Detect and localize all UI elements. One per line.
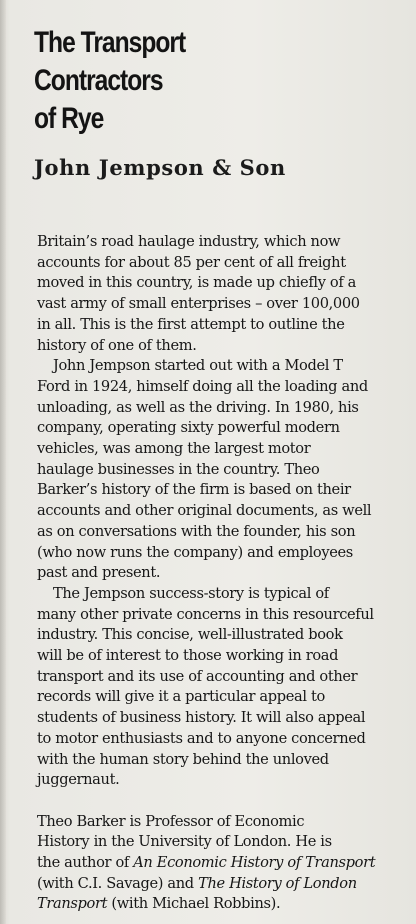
book-title-reference: An Economic History of Transport <box>133 854 376 872</box>
blurb-paragraph <box>37 232 409 356</box>
blurb-paragraph <box>37 356 409 584</box>
text-line: to motor enthusiasts and to anyone concerned <box>37 729 366 747</box>
text-line: juggernaut. <box>37 771 120 789</box>
text-line: moved in this country, is made up chiefly of a <box>37 274 357 292</box>
text-line: industry. This concise, well-illustrated book <box>37 626 343 644</box>
page-edge <box>0 0 6 924</box>
text-line: vast army of small enterprises – over 100,000 <box>37 295 360 313</box>
bio-line <box>37 894 409 915</box>
text-line: Barker’s history of the firm is based on their <box>37 481 351 499</box>
title-line: of Rye <box>34 102 104 135</box>
text-line: many other private concerns in this resourceful <box>37 605 374 623</box>
text-line: The Jempson success-story is typical of <box>53 584 329 602</box>
blurb-text <box>37 232 409 915</box>
book-title-reference: Transport <box>37 895 108 913</box>
bio-text: the author of <box>37 854 134 872</box>
text-line: with the human story behind the unloved <box>37 750 329 768</box>
text-line: haulage businesses in the country. Theo <box>37 460 320 478</box>
text-line: Ford in 1924, himself doing all the loading and <box>37 377 368 395</box>
text-line: John Jempson started out with a Model T <box>53 357 343 375</box>
book-title-reference: The History of London <box>198 874 357 892</box>
text-line: transport and its use of accounting and other <box>37 667 358 685</box>
text-line: will be of interest to those working in road <box>37 647 339 665</box>
text-line: history of one of them. <box>37 336 197 354</box>
title-line: The Transport <box>34 26 186 59</box>
bio-line: History in the University of London. He is <box>37 833 332 851</box>
text-line: in all. This is the first attempt to outline the <box>37 315 345 333</box>
text-line: past and present. <box>37 564 161 582</box>
blurb-paragraph <box>37 584 409 791</box>
text-line: unloading, as well as the driving. In 1980, his <box>37 398 359 416</box>
text-line: accounts for about 85 per cent of all freight <box>37 253 346 271</box>
bio-text: (with Michael Robbins). <box>107 895 281 913</box>
bio-line: Theo Barker is Professor of Economic <box>37 812 305 830</box>
blurb-paragraphs <box>37 232 409 791</box>
bio-text: (with C.I. Savage) and <box>37 874 199 892</box>
book-subtitle: John Jempson & Son <box>34 155 286 180</box>
text-line: students of business history. It will also appeal <box>37 709 366 727</box>
text-line: as on conversations with the founder, his son <box>37 522 356 540</box>
bio-line <box>37 853 409 874</box>
text-line: accounts and other original documents, as well <box>37 502 372 520</box>
text-line: (who now runs the company) and employees <box>37 543 353 561</box>
text-line: vehicles, was among the largest motor <box>37 440 311 458</box>
text-line: Britain’s road haulage industry, which now <box>37 233 341 250</box>
book-title <box>34 24 329 138</box>
paragraph-gap <box>37 791 409 812</box>
text-line: records will give it a particular appeal to <box>37 688 325 706</box>
title-line: Contractors <box>34 64 163 97</box>
bio-line <box>37 874 409 895</box>
author-bio <box>37 812 409 916</box>
text-line: company, operating sixty powerful modern <box>37 419 340 437</box>
